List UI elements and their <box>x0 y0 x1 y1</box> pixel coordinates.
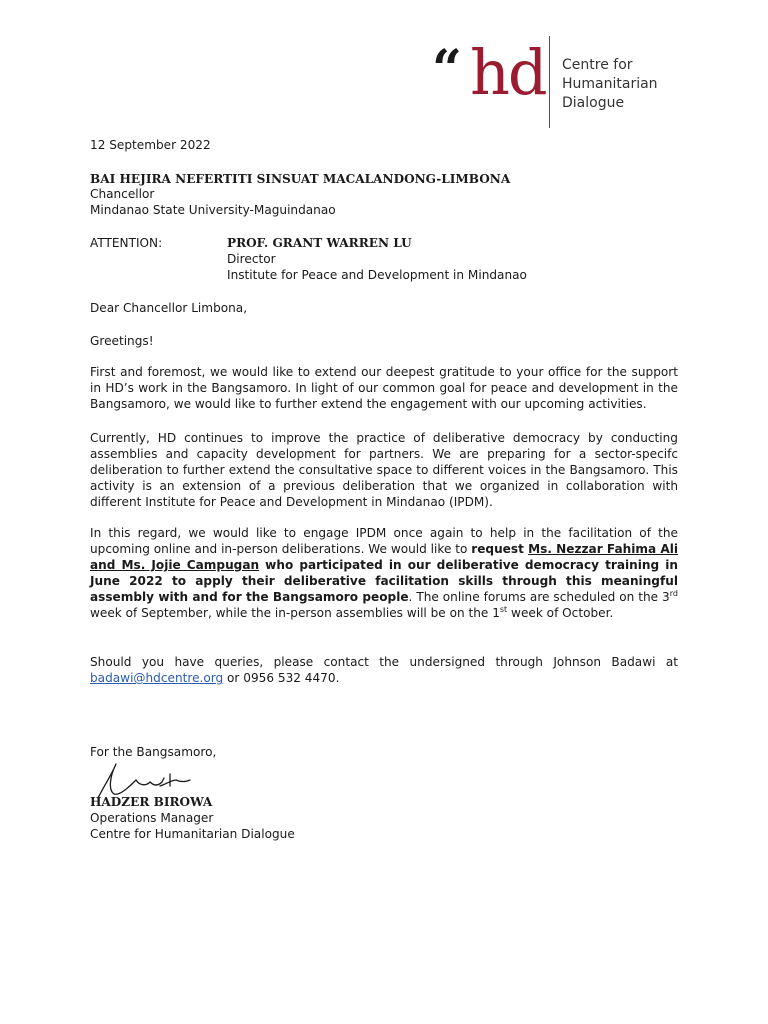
p3-mid: . The online forums are scheduled on the 3 <box>408 590 670 604</box>
attention-name: PROF. GRANT WARREN LU <box>227 236 412 250</box>
logo-hd-mark: hd <box>470 36 546 109</box>
logo-wordmark <box>562 56 658 113</box>
recipient-name: BAI HEJIRA NEFERTITI SINSUAT MACALANDONG-LIMBONA <box>90 172 511 186</box>
paragraph-1: First and foremost, we would like to extend our deepest gratitude to your office for the support in HD’s work in the Bangsamoro. In light of our common goal for peace and development in the Bangsamoro, we would like to further extend the engagement with our upcoming activities. <box>90 365 678 411</box>
p3-bold-rest: who participated in our deliberative democracy training in June 2022 to apply their deliberative facilitation skills through this meaningful assembly with and for the Bangsamoro people <box>90 558 678 604</box>
p3-sup-st: st <box>499 604 508 614</box>
logo-divider <box>549 36 550 128</box>
p3-sup-rd: rd <box>669 588 678 598</box>
signer-org: Centre for Humanitarian Dialogue <box>90 827 295 841</box>
signer-name: HADZER BIROWA <box>90 795 213 809</box>
p3-names: Ms. Nezzar Fahima Ali and Ms. Jojie Campugan <box>90 542 678 572</box>
p3-end: week of October. <box>507 606 614 620</box>
closing: For the Bangsamoro, <box>90 745 217 759</box>
greeting: Greetings! <box>90 334 154 348</box>
paragraph-4 <box>90 654 678 686</box>
attention-label: ATTENTION: <box>90 236 163 250</box>
attention-title: Director <box>227 252 276 266</box>
logo-line-2: Humanitarian <box>562 76 658 92</box>
attention-org: Institute for Peace and Development in Mindanao <box>227 268 527 282</box>
salutation: Dear Chancellor Limbona, <box>90 301 248 315</box>
email-link[interactable]: badawi@hdcentre.org <box>90 671 224 685</box>
recipient-title: Chancellor <box>90 187 155 201</box>
signer-title: Operations Manager <box>90 811 214 825</box>
p4-end: or 0956 532 4470. <box>223 671 340 685</box>
paragraph-2: Currently, HD continues to improve the practice of deliberative democracy by conducting assemblies and capacity development for partners. We are preparing for a sector-specifc deliberation to further extend the consultative space to different voices in the Bangsamoro. This activity is an extension of a previous deliberation that we organized in collaboration with different Institute for Peace and Development in Mindanao (IPDM). <box>90 431 678 509</box>
logo-quote-mark: “ <box>432 39 462 100</box>
logo-line-1: Centre for <box>562 57 633 73</box>
p3-request: request <box>471 542 529 556</box>
p3-intro: In this regard, we would like to engage IPDM once again to help in the facilitation of the upcoming online and in-person deliberations. We would like to <box>90 526 678 556</box>
hd-logo <box>432 36 692 132</box>
paragraph-3 <box>90 525 678 621</box>
letter-date: 12 September 2022 <box>90 138 211 152</box>
recipient-org: Mindanao State University-Maguindanao <box>90 203 336 217</box>
p3-mid2: week of September, while the in-person assemblies will be on the 1 <box>90 606 500 620</box>
logo-line-3: Dialogue <box>562 95 625 111</box>
p4-intro: Should you have queries, please contact the undersigned through Johnson Badawi at <box>90 655 678 669</box>
